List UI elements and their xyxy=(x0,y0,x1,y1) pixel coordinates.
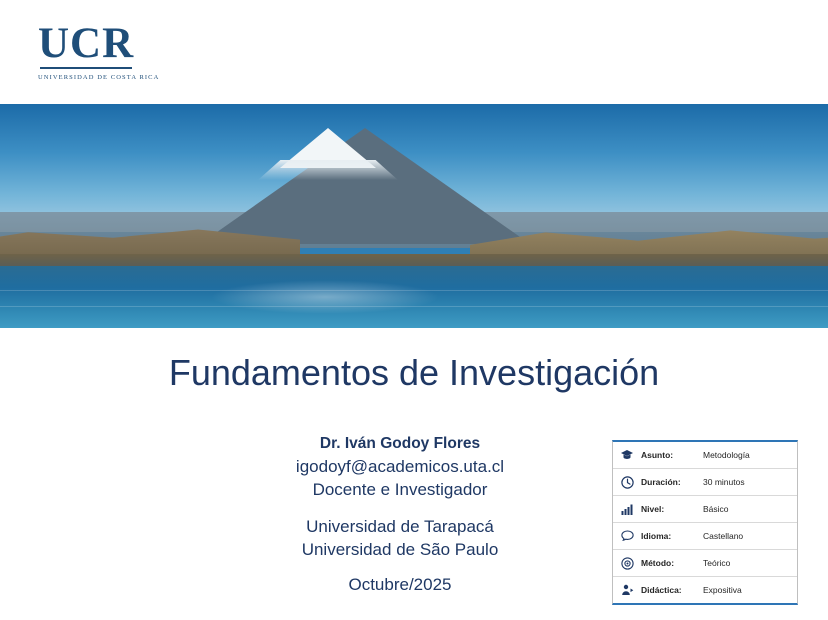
page-title: Fundamentos de Investigación xyxy=(168,352,660,393)
row-value: Básico xyxy=(703,504,729,514)
row-label: Nivel: xyxy=(641,504,665,514)
graduation-cap-icon xyxy=(613,449,641,461)
row-value: Teórico xyxy=(703,558,731,568)
spacer xyxy=(150,501,650,515)
speech-bubble-icon xyxy=(613,530,641,542)
water-ripple-line xyxy=(0,290,828,291)
table-row xyxy=(613,577,797,603)
water-reflection xyxy=(210,280,440,314)
row-value: Castellano xyxy=(703,531,744,541)
clock-icon xyxy=(613,476,641,489)
row-value: Expositiva xyxy=(703,585,742,595)
spacer xyxy=(150,561,650,573)
table-row xyxy=(613,550,797,577)
hero-image xyxy=(0,104,828,328)
target-icon xyxy=(613,557,641,570)
row-label: Duración: xyxy=(641,477,681,487)
row-label: Idioma: xyxy=(641,531,672,541)
water-ripple-line xyxy=(0,306,828,307)
author-block xyxy=(150,432,650,596)
table-row xyxy=(613,496,797,523)
author-email: igodoyf@academicos.uta.cl xyxy=(295,457,505,476)
author-role: Docente e Investigador xyxy=(312,480,488,499)
author-name: Dr. Iván Godoy Flores xyxy=(319,435,481,452)
slide-header xyxy=(0,0,828,104)
table-row xyxy=(613,469,797,496)
presenter-icon xyxy=(613,584,641,596)
presentation-date: Octubre/2025 xyxy=(348,575,452,594)
bar-chart-icon xyxy=(613,504,641,515)
row-label: Método: xyxy=(641,558,675,568)
row-label: Asunto: xyxy=(641,450,674,460)
table-row xyxy=(613,523,797,550)
ucr-logo-subtitle: UNIVERSIDAD DE COSTA RICA xyxy=(38,74,160,81)
row-value: Metodología xyxy=(703,450,750,460)
author-affiliation-2: Universidad de São Paulo xyxy=(301,540,499,559)
ucr-logo-wordmark: UCR xyxy=(38,20,135,67)
row-value: 30 minutos xyxy=(703,477,745,487)
table-row xyxy=(613,442,797,469)
ucr-logo xyxy=(38,20,160,84)
author-affiliation-1: Universidad de Tarapacá xyxy=(306,517,494,536)
row-label: Didáctica: xyxy=(641,585,682,595)
info-table xyxy=(612,440,798,605)
volcano-snow-skirt xyxy=(258,160,398,180)
